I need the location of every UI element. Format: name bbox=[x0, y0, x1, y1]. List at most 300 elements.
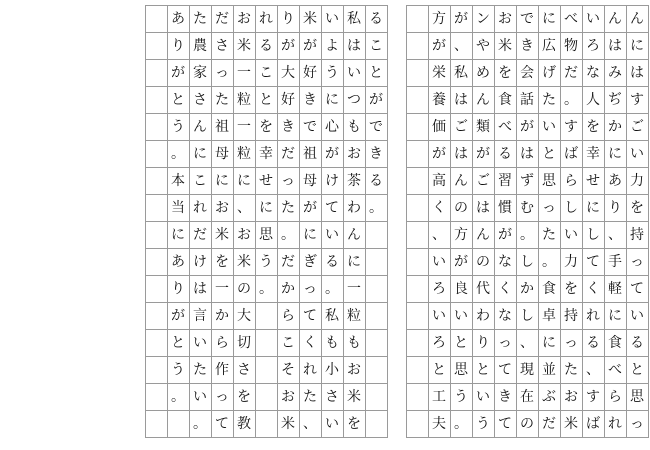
grid-cell: を bbox=[586, 118, 600, 135]
grid-cell: い bbox=[325, 10, 339, 27]
grid-line-horizontal bbox=[406, 167, 649, 168]
grid-cell: 類 bbox=[476, 118, 490, 135]
grid-cell: 教 bbox=[237, 415, 251, 432]
grid-cell: 母 bbox=[303, 172, 317, 189]
grid-cell: に bbox=[542, 10, 556, 27]
grid-cell: る bbox=[259, 37, 273, 54]
grid-cell: 米 bbox=[347, 388, 361, 405]
grid-cell: は bbox=[608, 37, 622, 54]
grid-cell: い bbox=[347, 64, 361, 81]
grid-line-horizontal bbox=[406, 410, 649, 411]
grid-cell: べ bbox=[608, 361, 622, 378]
grid-cell: ら bbox=[564, 172, 578, 189]
grid-line-horizontal bbox=[145, 59, 388, 60]
grid-cell: ら bbox=[281, 307, 295, 324]
grid-cell: 思 bbox=[542, 172, 556, 189]
grid-cell: と bbox=[454, 334, 468, 351]
grid-cell: 。 bbox=[325, 280, 339, 297]
grid-cell: 当 bbox=[171, 199, 185, 216]
grid-cell: が bbox=[454, 10, 468, 27]
grid-cell: お bbox=[347, 361, 361, 378]
grid-cell: く bbox=[432, 199, 446, 216]
grid-cell: は bbox=[476, 199, 490, 216]
grid-cell: 価 bbox=[432, 118, 446, 135]
grid-cell: た bbox=[564, 361, 578, 378]
grid-cell: に bbox=[259, 199, 273, 216]
grid-cell bbox=[255, 329, 277, 356]
grid-line-horizontal bbox=[145, 113, 388, 114]
grid-cell: り bbox=[608, 199, 622, 216]
grid-cell: 、 bbox=[432, 226, 446, 243]
grid-cell: る bbox=[369, 10, 383, 27]
grid-cell: お bbox=[281, 388, 295, 405]
grid-cell: 一 bbox=[347, 280, 361, 297]
grid-cell: に bbox=[586, 199, 600, 216]
grid-line-horizontal bbox=[406, 275, 649, 276]
grid-cell: 夫 bbox=[432, 415, 446, 432]
grid-cell: だ bbox=[215, 10, 229, 27]
grid-cell: 思 bbox=[630, 388, 644, 405]
grid-cell: め bbox=[476, 64, 490, 81]
grid-cell: ろ bbox=[432, 280, 446, 297]
grid-cell: ん bbox=[608, 10, 622, 27]
grid-cell: に bbox=[171, 226, 185, 243]
grid-cell: は bbox=[454, 91, 468, 108]
grid-cell: 、 bbox=[586, 361, 600, 378]
grid-line-horizontal bbox=[145, 32, 388, 33]
grid-cell bbox=[145, 356, 167, 383]
grid-cell: こ bbox=[281, 334, 295, 351]
grid-cell: い bbox=[325, 415, 339, 432]
grid-cell: に bbox=[630, 37, 644, 54]
grid-cell: は bbox=[347, 37, 361, 54]
grid-cell: 本 bbox=[171, 172, 185, 189]
grid-cell bbox=[365, 275, 387, 302]
grid-cell bbox=[365, 383, 387, 410]
grid-cell: て bbox=[325, 199, 339, 216]
grid-cell: い bbox=[476, 388, 490, 405]
grid-cell: ん bbox=[193, 118, 207, 135]
grid-cell bbox=[406, 221, 428, 248]
grid-cell: ろ bbox=[432, 334, 446, 351]
grid-cell: 、 bbox=[303, 415, 317, 432]
grid-cell: ん bbox=[476, 91, 490, 108]
grid-cell bbox=[145, 59, 167, 86]
grid-cell: 米 bbox=[281, 415, 295, 432]
grid-line-horizontal bbox=[145, 329, 388, 330]
grid-cell: 現 bbox=[520, 361, 534, 378]
grid-line-horizontal bbox=[145, 302, 388, 303]
grid-cell: 思 bbox=[454, 361, 468, 378]
grid-line-horizontal bbox=[406, 248, 649, 249]
grid-line-horizontal bbox=[406, 437, 649, 438]
grid-cell: い bbox=[564, 226, 578, 243]
grid-cell: い bbox=[454, 307, 468, 324]
grid-line-horizontal bbox=[406, 59, 649, 60]
grid-cell: ん bbox=[347, 226, 361, 243]
grid-cell: あ bbox=[171, 253, 185, 270]
grid-cell: い bbox=[586, 10, 600, 27]
grid-cell: 慣 bbox=[498, 199, 512, 216]
grid-cell: お bbox=[498, 10, 512, 27]
grid-cell bbox=[255, 302, 277, 329]
grid-cell: 大 bbox=[237, 307, 251, 324]
grid-cell: ば bbox=[586, 415, 600, 432]
grid-cell: つ bbox=[347, 91, 361, 108]
grid-cell: た bbox=[542, 226, 556, 243]
grid-cell: 家 bbox=[193, 64, 207, 81]
grid-cell: 私 bbox=[325, 307, 339, 324]
grid-cell: あ bbox=[608, 172, 622, 189]
grid-cell: が bbox=[432, 37, 446, 54]
grid-cell: っ bbox=[564, 334, 578, 351]
grid-cell: 祖 bbox=[215, 118, 229, 135]
grid-cell: は bbox=[630, 64, 644, 81]
grid-cell: で bbox=[303, 118, 317, 135]
grid-cell: 米 bbox=[237, 253, 251, 270]
grid-cell: き bbox=[303, 91, 317, 108]
grid-cell: る bbox=[586, 334, 600, 351]
grid-cell: ば bbox=[564, 145, 578, 162]
grid-cell: さ bbox=[325, 388, 339, 405]
grid-cell: き bbox=[498, 388, 512, 405]
grid-cell: よ bbox=[325, 37, 339, 54]
grid-cell: な bbox=[498, 253, 512, 270]
grid-cell: 米 bbox=[303, 10, 317, 27]
grid-cell: 並 bbox=[542, 361, 556, 378]
grid-cell: て bbox=[303, 307, 317, 324]
grid-cell: が bbox=[171, 307, 185, 324]
grid-line-horizontal bbox=[406, 221, 649, 222]
grid-cell: 大 bbox=[281, 64, 295, 81]
grid-cell: 在 bbox=[520, 388, 534, 405]
grid-cell: っ bbox=[303, 280, 317, 297]
grid-cell: の bbox=[237, 280, 251, 297]
grid-cell: て bbox=[586, 253, 600, 270]
grid-cell bbox=[365, 356, 387, 383]
grid-cell: す bbox=[586, 388, 600, 405]
grid-cell: ん bbox=[454, 172, 468, 189]
grid-cell: を bbox=[259, 118, 273, 135]
grid-cell: の bbox=[454, 199, 468, 216]
grid-cell bbox=[145, 167, 167, 194]
grid-cell: う bbox=[259, 253, 273, 270]
grid-cell: る bbox=[369, 172, 383, 189]
grid-cell: あ bbox=[171, 10, 185, 27]
grid-cell: 軽 bbox=[608, 280, 622, 297]
grid-cell: と bbox=[369, 64, 383, 81]
grid-cell: が bbox=[476, 145, 490, 162]
grid-cell: 高 bbox=[432, 172, 446, 189]
grid-cell: っ bbox=[281, 172, 295, 189]
grid-cell: り bbox=[171, 37, 185, 54]
grid-cell bbox=[406, 5, 428, 32]
grid-line-horizontal bbox=[145, 167, 388, 168]
grid-cell: と bbox=[542, 145, 556, 162]
grid-cell: て bbox=[498, 361, 512, 378]
grid-cell: は bbox=[193, 280, 207, 297]
grid-cell: る bbox=[325, 253, 339, 270]
grid-cell: や bbox=[476, 37, 490, 54]
grid-cell: 、 bbox=[520, 334, 534, 351]
grid-cell: が bbox=[303, 199, 317, 216]
grid-cell: 良 bbox=[454, 280, 468, 297]
grid-cell: 養 bbox=[432, 91, 446, 108]
grid-cell: が bbox=[454, 253, 468, 270]
grid-cell: 食 bbox=[498, 91, 512, 108]
grid-cell: っ bbox=[498, 334, 512, 351]
grid-cell: 祖 bbox=[303, 145, 317, 162]
grid-cell: 思 bbox=[259, 226, 273, 243]
grid-cell: お bbox=[215, 199, 229, 216]
grid-cell: し bbox=[564, 199, 578, 216]
grid-cell: ら bbox=[215, 334, 229, 351]
grid-cell: い bbox=[630, 307, 644, 324]
grid-cell: い bbox=[630, 145, 644, 162]
grid-cell: た bbox=[215, 91, 229, 108]
grid-cell: っ bbox=[215, 64, 229, 81]
grid-cell: 米 bbox=[564, 415, 578, 432]
grid-cell bbox=[365, 329, 387, 356]
grid-line-horizontal bbox=[406, 32, 649, 33]
grid-cell: も bbox=[347, 118, 361, 135]
grid-cell: に bbox=[608, 145, 622, 162]
grid-cell: と bbox=[476, 361, 490, 378]
grid-cell bbox=[406, 59, 428, 86]
grid-cell: 食 bbox=[542, 280, 556, 297]
grid-cell bbox=[167, 410, 189, 437]
grid-cell: 好 bbox=[303, 64, 317, 81]
grid-line-horizontal bbox=[406, 383, 649, 384]
grid-cell: 。 bbox=[520, 226, 534, 243]
grid-cell: こ bbox=[259, 64, 273, 81]
grid-cell: が bbox=[171, 64, 185, 81]
grid-cell: 習 bbox=[498, 172, 512, 189]
grid-cell: ご bbox=[454, 118, 468, 135]
grid-cell: 、 bbox=[237, 199, 251, 216]
grid-cell: に bbox=[347, 253, 361, 270]
grid-cell: た bbox=[281, 199, 295, 216]
grid-cell bbox=[365, 410, 387, 437]
grid-cell: 卓 bbox=[542, 307, 556, 324]
grid-cell: て bbox=[498, 415, 512, 432]
grid-cell bbox=[145, 329, 167, 356]
grid-cell bbox=[145, 302, 167, 329]
grid-cell: し bbox=[520, 253, 534, 270]
grid-cell bbox=[145, 275, 167, 302]
grid-cell: っ bbox=[630, 253, 644, 270]
grid-cell bbox=[406, 194, 428, 221]
grid-cell: が bbox=[432, 145, 446, 162]
grid-cell: 茶 bbox=[347, 172, 361, 189]
grid-cell bbox=[145, 383, 167, 410]
grid-cell: だ bbox=[542, 415, 556, 432]
grid-cell: り bbox=[171, 280, 185, 297]
grid-cell: わ bbox=[347, 199, 361, 216]
grid-cell: な bbox=[586, 64, 600, 81]
grid-line-horizontal bbox=[145, 221, 388, 222]
grid-cell bbox=[145, 248, 167, 275]
grid-cell: 小 bbox=[325, 361, 339, 378]
grid-cell: 会 bbox=[520, 64, 534, 81]
grid-cell: ぎ bbox=[303, 253, 317, 270]
grid-line-horizontal bbox=[406, 356, 649, 357]
grid-cell: さ bbox=[237, 361, 251, 378]
grid-cell: も bbox=[347, 334, 361, 351]
grid-cell: 、 bbox=[608, 226, 622, 243]
grid-cell: み bbox=[608, 64, 622, 81]
grid-cell: 母 bbox=[215, 145, 229, 162]
grid-cell: 力 bbox=[564, 253, 578, 270]
grid-cell: べ bbox=[498, 118, 512, 135]
grid-cell: で bbox=[369, 118, 383, 135]
grid-cell: お bbox=[347, 145, 361, 162]
grid-cell: 物 bbox=[564, 37, 578, 54]
grid-cell bbox=[406, 383, 428, 410]
grid-cell: 話 bbox=[520, 91, 534, 108]
grid-cell: く bbox=[303, 334, 317, 351]
grid-cell: だ bbox=[193, 226, 207, 243]
grid-line-horizontal bbox=[406, 329, 649, 330]
grid-cell: ぶ bbox=[542, 388, 556, 405]
grid-cell: を bbox=[347, 415, 361, 432]
grid-cell: う bbox=[171, 361, 185, 378]
grid-cell: の bbox=[520, 415, 534, 432]
grid-cell: べ bbox=[564, 10, 578, 27]
grid-cell: け bbox=[325, 172, 339, 189]
grid-cell: っ bbox=[215, 388, 229, 405]
grid-cell: 切 bbox=[237, 334, 251, 351]
grid-cell: 代 bbox=[476, 280, 490, 297]
grid-cell: か bbox=[608, 118, 622, 135]
grid-cell bbox=[145, 194, 167, 221]
grid-cell: い bbox=[325, 226, 339, 243]
grid-cell: と bbox=[432, 361, 446, 378]
grid-cell: 言 bbox=[193, 307, 207, 324]
grid-cell: っ bbox=[630, 415, 644, 432]
grid-cell bbox=[406, 86, 428, 113]
grid-cell: す bbox=[564, 118, 578, 135]
grid-cell bbox=[365, 302, 387, 329]
grid-line-horizontal bbox=[406, 140, 649, 141]
grid-cell: た bbox=[193, 10, 207, 27]
grid-cell: い bbox=[542, 118, 556, 135]
grid-cell: り bbox=[281, 10, 295, 27]
grid-cell: 。 bbox=[259, 280, 273, 297]
grid-cell: 好 bbox=[281, 91, 295, 108]
grid-cell: れ bbox=[193, 199, 207, 216]
grid-cell: そ bbox=[281, 361, 295, 378]
grid-cell bbox=[406, 248, 428, 275]
grid-cell: 私 bbox=[347, 10, 361, 27]
grid-cell bbox=[145, 410, 167, 437]
grid-cell: て bbox=[215, 415, 229, 432]
grid-cell: う bbox=[325, 64, 339, 81]
grid-cell: げ bbox=[542, 64, 556, 81]
grid-cell: た bbox=[193, 361, 207, 378]
grid-cell: ご bbox=[630, 118, 644, 135]
grid-cell: こ bbox=[193, 172, 207, 189]
grid-cell: り bbox=[476, 334, 490, 351]
grid-cell: お bbox=[564, 388, 578, 405]
grid-cell: 一 bbox=[237, 64, 251, 81]
grid-cell: に bbox=[303, 226, 317, 243]
grid-cell: は bbox=[454, 145, 468, 162]
grid-cell: で bbox=[520, 10, 534, 27]
grid-cell: 持 bbox=[564, 307, 578, 324]
grid-cell: る bbox=[630, 334, 644, 351]
grid-cell: い bbox=[432, 253, 446, 270]
grid-cell: せ bbox=[259, 172, 273, 189]
grid-cell bbox=[406, 113, 428, 140]
grid-line-horizontal bbox=[406, 86, 649, 87]
grid-cell: 。 bbox=[369, 199, 383, 216]
grid-cell: に bbox=[193, 145, 207, 162]
grid-cell: 米 bbox=[215, 226, 229, 243]
grid-line-horizontal bbox=[406, 113, 649, 114]
grid-cell: 一 bbox=[215, 280, 229, 297]
grid-cell: 米 bbox=[498, 37, 512, 54]
grid-line-horizontal bbox=[145, 383, 388, 384]
grid-cell: 。 bbox=[281, 226, 295, 243]
grid-cell: 広 bbox=[542, 37, 556, 54]
grid-line-horizontal bbox=[145, 140, 388, 141]
grid-cell: さ bbox=[193, 91, 207, 108]
grid-cell: 。 bbox=[542, 253, 556, 270]
grid-cell: 。 bbox=[193, 415, 207, 432]
grid-cell: を bbox=[237, 388, 251, 405]
grid-cell: か bbox=[520, 280, 534, 297]
grid-cell: っ bbox=[542, 199, 556, 216]
grid-cell: 力 bbox=[630, 172, 644, 189]
grid-cell bbox=[406, 302, 428, 329]
grid-cell: 私 bbox=[454, 64, 468, 81]
grid-cell: こ bbox=[369, 37, 383, 54]
grid-cell: 作 bbox=[215, 361, 229, 378]
grid-cell: 、 bbox=[454, 37, 468, 54]
grid-cell: 幸 bbox=[259, 145, 273, 162]
grid-line-horizontal bbox=[145, 5, 388, 6]
grid-cell: 粒 bbox=[347, 307, 361, 324]
grid-cell: れ bbox=[259, 10, 273, 27]
grid-cell: す bbox=[630, 91, 644, 108]
grid-cell: き bbox=[281, 118, 295, 135]
grid-cell: き bbox=[520, 37, 534, 54]
grid-cell: さ bbox=[215, 37, 229, 54]
grid-cell: 。 bbox=[454, 415, 468, 432]
grid-cell: お bbox=[237, 10, 251, 27]
grid-cell: も bbox=[325, 334, 339, 351]
grid-cell: に bbox=[237, 172, 251, 189]
grid-cell bbox=[406, 140, 428, 167]
grid-cell: 米 bbox=[237, 37, 251, 54]
grid-cell: れ bbox=[586, 307, 600, 324]
grid-cell: か bbox=[215, 307, 229, 324]
grid-line-horizontal bbox=[145, 410, 388, 411]
grid-cell: ご bbox=[476, 172, 490, 189]
grid-cell: い bbox=[432, 307, 446, 324]
grid-cell: る bbox=[498, 145, 512, 162]
grid-cell bbox=[406, 410, 428, 437]
grid-line-horizontal bbox=[145, 275, 388, 276]
grid-line-horizontal bbox=[145, 248, 388, 249]
grid-cell: と bbox=[171, 91, 185, 108]
grid-cell bbox=[145, 32, 167, 59]
grid-cell bbox=[145, 5, 167, 32]
grid-cell: か bbox=[281, 280, 295, 297]
grid-cell: き bbox=[369, 145, 383, 162]
grid-cell: く bbox=[586, 280, 600, 297]
